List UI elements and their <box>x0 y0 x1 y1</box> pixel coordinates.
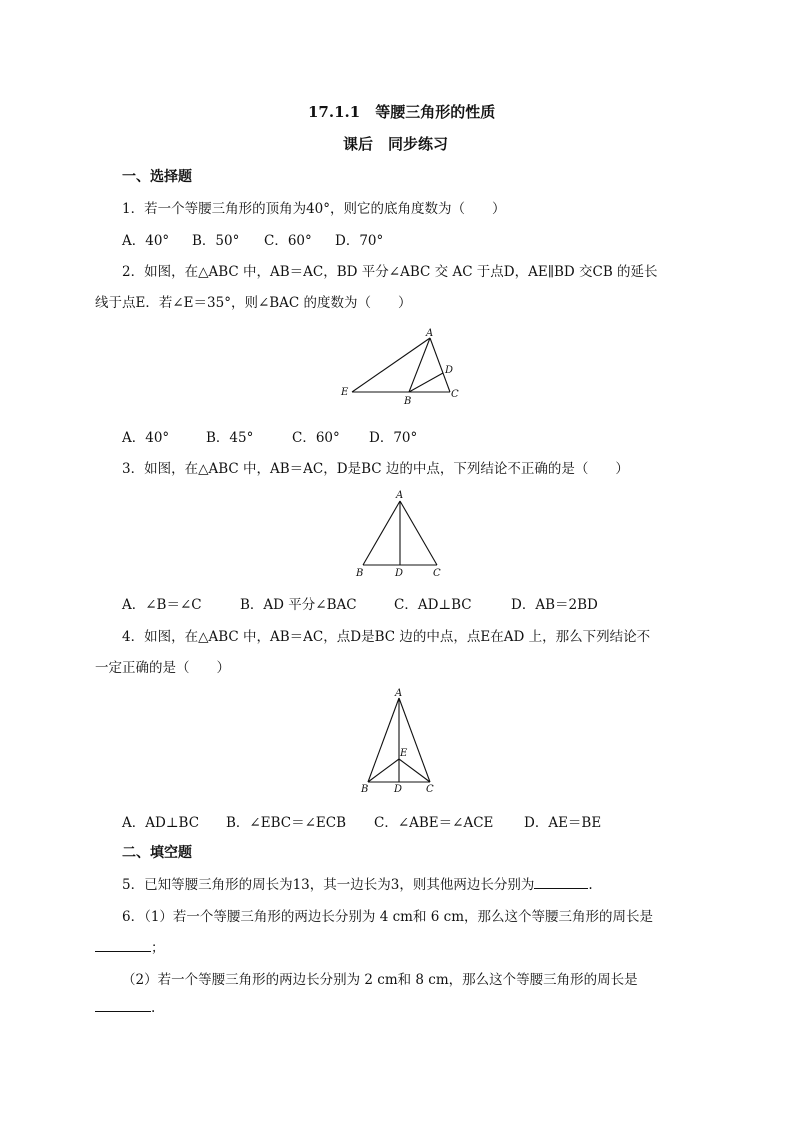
q4-label-b: B <box>361 784 369 795</box>
question-6-part1-blank-line <box>95 936 165 956</box>
question-2-figure <box>335 325 465 410</box>
q3-option-a: A．∠B＝∠C <box>122 597 202 613</box>
q4-option-b: B．∠EBC＝∠ECB <box>226 815 347 831</box>
section-heading-choice: 一、选择题 <box>122 169 192 185</box>
q3-option-d: D．AB＝2BD <box>511 597 598 613</box>
q2-label-d: D <box>445 365 454 376</box>
question-4-text-line1: 4．如图，在△ABC 中，AB＝AC，点D是BC 边的中点，点E在AD 上，那么下列结论不 <box>122 629 651 645</box>
question-5-end: . <box>588 877 593 893</box>
question-5-answer-blank[interactable] <box>534 887 588 889</box>
q2-option-d: D．70° <box>369 430 418 446</box>
question-4-figure <box>355 685 445 797</box>
question-6-part2-answer-blank[interactable] <box>95 1010 151 1012</box>
page-title: 17.1.1 等腰三角形的性质 <box>308 103 496 121</box>
question-6-part1-end: ； <box>151 940 165 956</box>
q4-option-c: C．∠ABE＝∠ACE <box>374 815 494 831</box>
q1-option-b: B．50° <box>192 233 240 249</box>
q4-label-c: C <box>426 784 434 795</box>
q4-segment-ab <box>368 698 399 782</box>
question-2-text-line2: 线于点E．若∠E＝35°，则∠BAC 的度数为（ ） <box>95 295 412 311</box>
q4-label-a: A <box>395 688 403 699</box>
q3-segment-ac <box>400 501 437 565</box>
section-heading-fill: 二、填空题 <box>122 845 192 861</box>
q3-label-d: D <box>395 568 404 579</box>
q3-label-a: A <box>396 490 404 501</box>
q3-option-c: C．AD⊥BC <box>394 597 472 613</box>
q4-option-d: D．AE＝BE <box>524 815 602 831</box>
question-6-part2-blank-line <box>95 1000 155 1016</box>
question-6-part2-end: . <box>151 1000 156 1016</box>
q3-segment-ab <box>363 501 400 565</box>
q2-segment-ea <box>352 338 430 392</box>
q2-label-e: E <box>341 387 349 398</box>
question-6-part2-text: （2）若一个等腰三角形的两边长分别为 2 cm和 8 cm，那么这个等腰三角形的周长是 <box>122 972 638 988</box>
question-6-part1-answer-blank[interactable] <box>95 950 151 952</box>
q2-label-a: A <box>426 328 434 339</box>
q3-option-b: B．AD 平分∠BAC <box>240 597 357 613</box>
q4-segment-ac <box>399 698 430 782</box>
q3-label-c: C <box>433 568 441 579</box>
q2-option-c: C．60° <box>292 430 340 446</box>
q2-label-c: C <box>451 389 459 400</box>
q2-segment-bd <box>409 373 443 392</box>
question-3-text: 3．如图，在△ABC 中，AB＝AC，D是BC 边的中点，下列结论不正确的是（ ） <box>122 461 629 477</box>
question-6-part1-text: 6．（1）若一个等腰三角形的两边长分别为 4 cm和 6 cm，那么这个等腰三角形的周长是 <box>122 909 653 925</box>
q3-label-b: B <box>356 568 364 579</box>
q2-option-b: B．45° <box>206 430 254 446</box>
q4-label-e: E <box>400 748 408 759</box>
q2-option-a: A．40° <box>122 430 170 446</box>
q2-label-b: B <box>404 396 412 407</box>
page-subtitle: 课后 同步练习 <box>343 135 449 153</box>
q4-option-a: A．AD⊥BC <box>122 815 200 831</box>
question-5 <box>122 873 593 893</box>
q2-segment-ab <box>409 338 430 392</box>
question-1-text: 1．若一个等腰三角形的顶角为40°，则它的底角度数为（ ） <box>122 201 506 217</box>
question-5-text: 5．已知等腰三角形的周长为13，其一边长为3，则其他两边长分别为 <box>122 877 535 893</box>
q4-label-d: D <box>394 784 403 795</box>
question-3-figure <box>350 488 450 580</box>
q1-option-d: D．70° <box>335 233 384 249</box>
q1-option-a: A．40° <box>122 233 170 249</box>
question-2-text-line1: 2．如图，在△ABC 中，AB＝AC，BD 平分∠ABC 交 AC 于点D，AE∥BD 交CB 的延长 <box>122 264 658 280</box>
q1-option-c: C．60° <box>264 233 312 249</box>
question-4-text-line2: 一定正确的是（ ） <box>95 660 230 676</box>
